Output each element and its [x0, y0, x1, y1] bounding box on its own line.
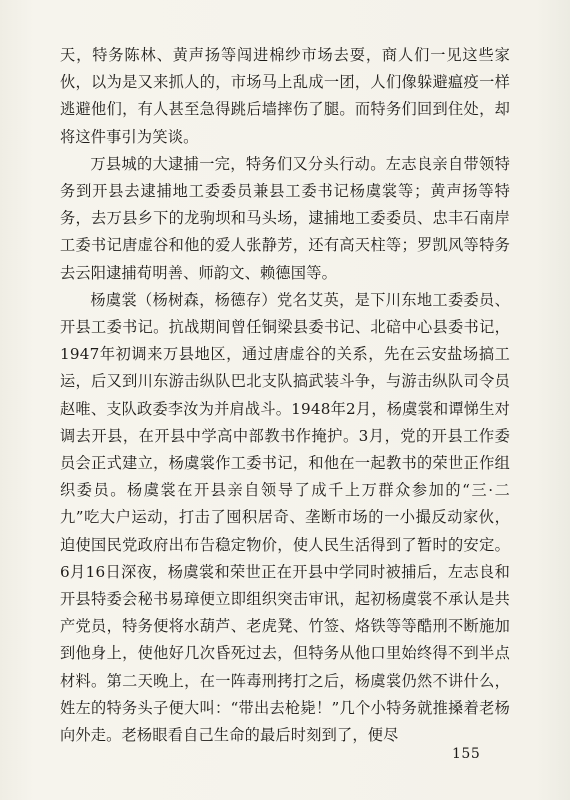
paragraph-2: 万县城的大逮捕一完，特务们又分头行动。左志良亲自带领特务到开县去逮捕地工委委员兼县工委书记杨虞裳等；黄声扬等特务，去万县乡下的龙驹坝和马头场，逮捕地工委委员、忠丰石南岸工委书记唐虚谷和他的爱人张静芳，还有高天柱等；罗凯风等特务去云阳逮捕荀明善、师韵文、赖德国等。: [60, 154, 510, 282]
page-number: 155: [452, 746, 481, 762]
body-text: [60, 42, 510, 749]
paragraph-3: 杨虞裳（杨树森，杨德存）党名艾英，是下川东地工委委员、开县工委书记。抗战期间曾任铜梁县委书记、北碚中心县委书记，1947年初调来万县地区，通过唐虚谷的关系，先在云安盐场搞工运，后又到川东游击纵队巴北支队搞武装斗争，与游击纵队司令员赵唯、支队政委李汝为并肩战斗。1948年2月，杨虞裳和谭悌生对调去开县，在开县中学高中部教书作掩护。3月，党的开县工作委员会正式建立，杨虞裳作工委书记，和他在一起教书的荣世正作组织委员。杨虞裳在开县亲自领导了成千上万群众参加的“三·二九”吃大户运动，打击了囤积居奇、垄断市场的一小撮反动家伙，迫使国民党政府出布告稳定物价，使人民生活得到了暂时的安定。6月16日深夜，杨虞裳和荣世正在开县中学同时被捕后，左志良和开县特委会秘书易璋便立即组织突击审讯，起初杨虞裳不承认是共产党员，特务便将水葫芦、老虎凳、竹签、烙铁等等酷刑不断施加到他身上，使他好几次昏死过去，但特务从他口里始终得不到半点材料。第二天晚上，在一阵毒刑拷打之后，杨虞裳仍然不讲什么，姓左的特务头子便大叫：“带出去枪毙！”几个小特务就推搡着老杨向外走。老杨眼看自己生命的最后时刻到了，便尽: [60, 290, 510, 745]
paragraph-1: 天，特务陈林、黄声扬等闯进棉纱市场去耍，商人们一见这些家伙，以为是又来抓人的，市场马上乱成一团，人们像躲避瘟疫一样逃避他们，有人甚至急得跳后墙摔伤了腿。而特务们回到住处，却将这件事引为笑谈。: [60, 46, 510, 146]
